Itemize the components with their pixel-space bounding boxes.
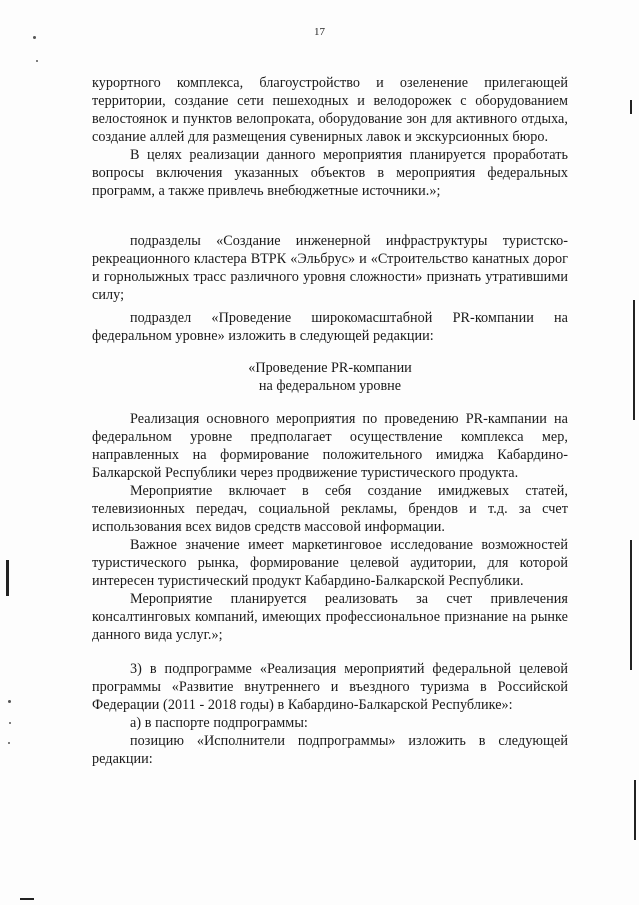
paragraph-item-3: 3) в подпрограмме «Реализация мероприятий федеральной целевой программы «Развитие внутреннего и въездного туризма в Российской Федерации (2011 - 2018 годы) в Кабардино-Балкарской Республике»: bbox=[92, 661, 568, 713]
paragraph-pr-campaign: Реализация основного мероприятия по проведению PR-кампании на федеральном уровне предполагает осуществление комплекса мер, направленных на формирование положительного имиджа Кабардино-Балкарской Республики через продвижение туристического продукта. bbox=[92, 411, 568, 481]
paragraph-subsections-repealed: подразделы «Создание инженерной инфраструктуры туристско-рекреационного кластера ВТРК «Эльбрус» и «Строительство канатных дорог и горнолыжных трасс различного уровня сложности» признать утратившими силу; bbox=[92, 233, 568, 303]
paragraph-implementation-goals: В целях реализации данного мероприятия планируется проработать вопросы включения указанных объектов в мероприятия федеральных программ, а также привлечь внебюджетные источники.»; bbox=[92, 147, 568, 199]
scan-edge-mark bbox=[630, 540, 632, 670]
paragraph-event-includes: Мероприятие включает в себя создание имиджевых статей, телевизионных передач, социальной рекламы, брендов и т.д. за счет использования всех видов средств массовой информации. bbox=[92, 483, 568, 535]
paragraph-resort-complex: курортного комплекса, благоустройство и озеленение прилегающей территории, создание сети пешеходных и велодорожек с оборудованием велостоянок и пунктов велопроката, оборудование зон для активного отдыха, создание аллей для размещения сувенирных лавок и экскурсионных бюро. bbox=[92, 75, 568, 145]
paragraph-marketing-research: Важное значение имеет маркетинговое исследование возможностей туристического рынка, формирование целевой аудитории, для которой интересен туристический продукт Кабардино-Балкарской Республики. bbox=[92, 537, 568, 589]
text-block-4 bbox=[92, 410, 568, 644]
page-number: 17 bbox=[314, 26, 325, 38]
scan-dot bbox=[9, 722, 11, 724]
scan-dot bbox=[8, 700, 11, 703]
scan-edge-mark bbox=[630, 100, 632, 114]
scan-edge-mark bbox=[20, 898, 34, 900]
scan-edge-mark bbox=[6, 560, 9, 596]
paragraph-executors-position: позицию «Исполнители подпрограммы» изложить в следующей редакции: bbox=[92, 733, 568, 767]
paragraph-item-a: а) в паспорте подпрограммы: bbox=[130, 715, 308, 731]
text-block-5 bbox=[92, 660, 568, 768]
paragraph-consulting-companies: Мероприятие планируется реализовать за счет привлечения консалтинговых компаний, имеющих профессиональное признание на рынке данного вида услуг.»; bbox=[92, 591, 568, 643]
paragraph-subsection-new-edition: подраздел «Проведение широкомасштабной PR-компании на федеральном уровне» изложить в следующей редакции: bbox=[92, 310, 568, 344]
scan-dot bbox=[33, 36, 36, 39]
scan-dot bbox=[36, 60, 38, 62]
scan-edge-mark bbox=[633, 300, 635, 420]
heading-line-1: «Проведение PR-компании bbox=[248, 360, 412, 376]
text-block-3 bbox=[92, 309, 568, 345]
text-block-2 bbox=[92, 232, 568, 304]
scan-edge-mark bbox=[634, 780, 636, 840]
heading-line-2: на федеральном уровне bbox=[258, 378, 402, 394]
scan-dot bbox=[8, 742, 10, 744]
section-heading bbox=[92, 359, 568, 395]
text-block-1 bbox=[92, 74, 568, 200]
